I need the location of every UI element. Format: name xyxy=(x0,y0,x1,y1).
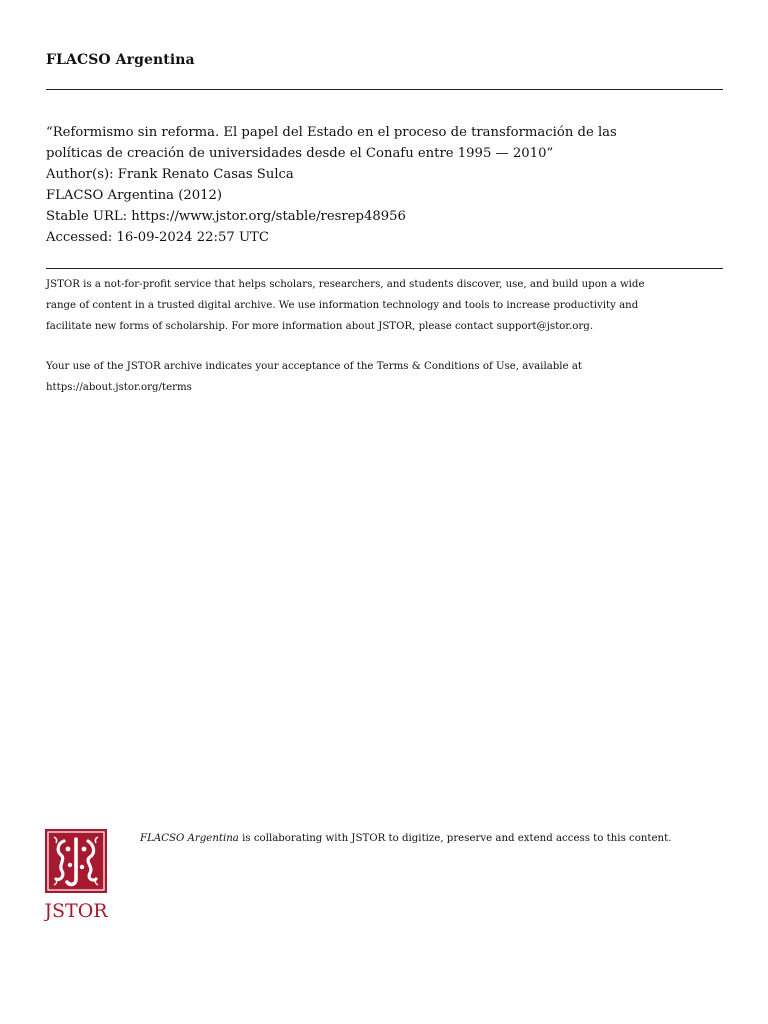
jstor-logo-icon xyxy=(44,829,108,921)
notice-line: facilitate new forms of scholarship. For more information about JSTOR, please contact support@jstor.org. xyxy=(46,321,594,332)
source: FLACSO Argentina (2012) xyxy=(46,188,223,203)
accessed-date: Accessed: 16-09-2024 22:57 UTC xyxy=(46,230,269,245)
terms-line: Your use of the JSTOR archive indicates your acceptance of the Terms & Conditions of Use, available at xyxy=(46,361,582,372)
logo-wordmark: JSTOR xyxy=(44,900,108,921)
notice-line: range of content in a trusted digital archive. We use information technology and tools to increase productivity and xyxy=(46,300,639,311)
publisher-name: FLACSO Argentina xyxy=(46,52,195,68)
collab-text: is collaborating with JSTOR to digitize, preserve and extend access to this content. xyxy=(238,833,672,844)
jstor-logo[interactable] xyxy=(44,829,108,921)
terms-url[interactable]: https://about.jstor.org/terms xyxy=(46,382,192,393)
jstor-notice-paragraph xyxy=(46,274,726,337)
stable-url[interactable]: Stable URL: https://www.jstor.org/stable/resrep48956 xyxy=(46,209,406,224)
collaboration-statement xyxy=(140,833,700,845)
notice-line: JSTOR is a not-for-profit service that helps scholars, researchers, and students discover, use, and build upon a wide xyxy=(46,279,645,290)
middle-divider xyxy=(46,268,723,269)
terms-paragraph xyxy=(46,356,726,398)
article-title-line-1: “Reformismo sin reforma. El papel del Estado en el proceso de transformación de las xyxy=(46,125,617,140)
citation-block xyxy=(46,122,726,248)
article-title-line-2: políticas de creación de universidades desde el Conafu entre 1995 — 2010” xyxy=(46,146,554,161)
top-divider xyxy=(46,89,723,90)
collab-organization: FLACSO Argentina xyxy=(140,833,239,844)
authors: Author(s): Frank Renato Casas Sulca xyxy=(46,167,294,182)
